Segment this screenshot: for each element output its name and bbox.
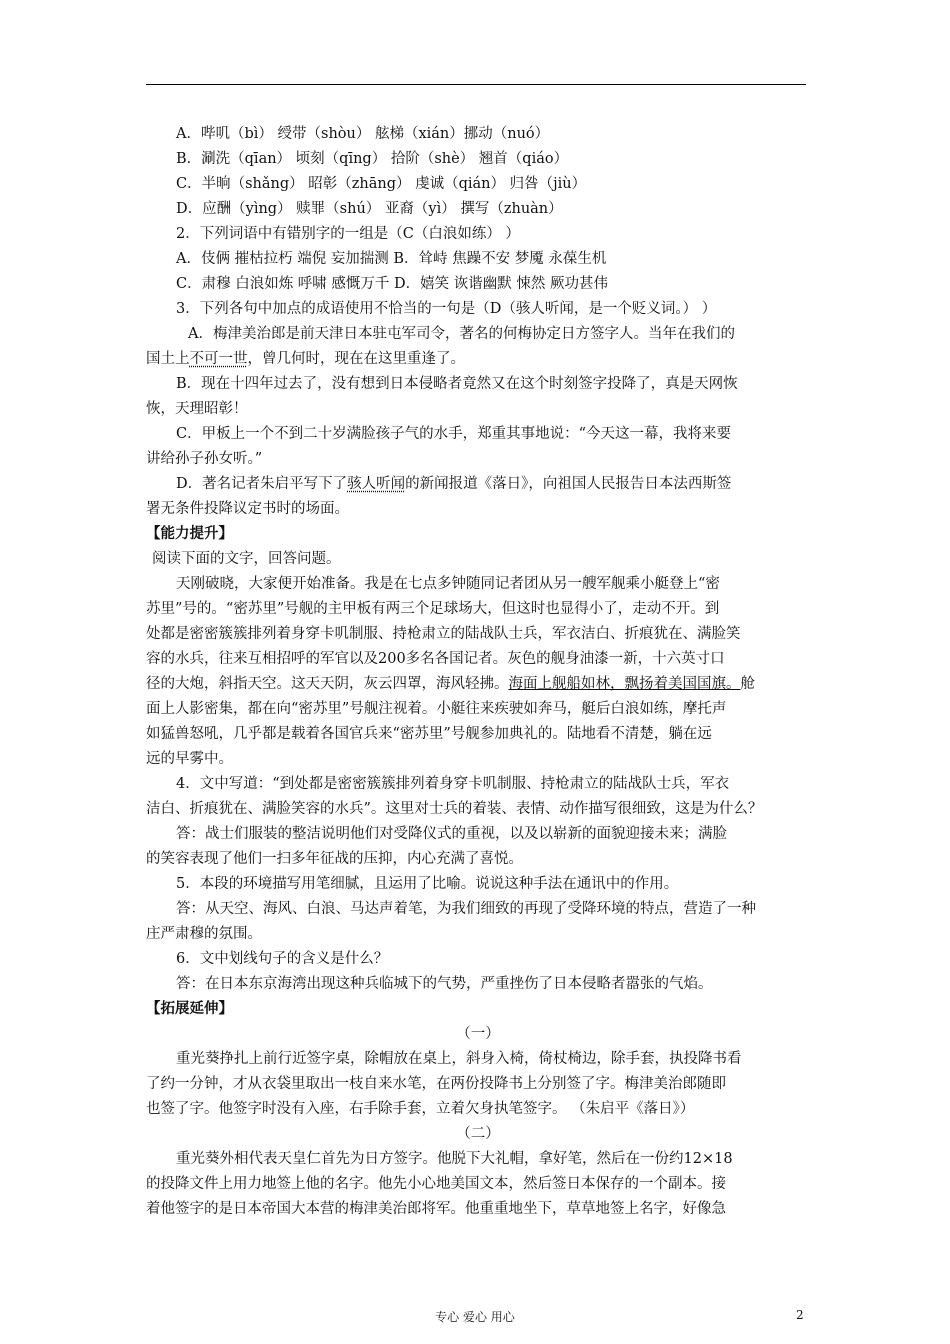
q5-answer-line-2: 庄严肃穆的氛围。: [146, 926, 262, 942]
q1-option-d: D．应酬（yìng） 赎罪（shú） 亚裔（yì） 撰写（zhuàn）: [176, 201, 563, 217]
q3-stem: 3．下列各句中加点的成语使用不恰当的一句是（D（骇人听闻，是一个贬义词。） ）: [176, 301, 717, 317]
q3-option-c-line-2: 讲给孙子孙女听。”: [146, 451, 263, 467]
q4-answer-line-1: 答：战士们服装的整洁说明他们对受降仪式的重视，以及以崭新的面貌迎接未来；满脸: [176, 826, 727, 842]
passage-line: 天刚破晓，大家便开始准备。我是在七点多钟随同记者团从另一艘军舰乘小艇登上“密: [176, 576, 720, 592]
q4-line-1: 4．文中写道：“到处都是密密簇簇排列着身穿卡叽制服、持枪肃立的陆战队士兵，军衣: [176, 776, 730, 792]
q5-question: 5．本段的环境描写用笔细腻，且运用了比喻。说说这种手法在通讯中的作用。: [176, 876, 679, 892]
q6-answer: 答：在日本东京海湾出现这种兵临城下的气势，严重挫伤了日本侵略者嚣张的气焰。: [176, 976, 713, 992]
q3-option-d-line-1: [176, 474, 840, 494]
extension-2-line: 着他签字的是日本帝国大本营的梅津美治郎将军。他重重地坐下，草草地签上名字，好像急: [146, 1201, 726, 1217]
reading-instruction: 阅读下面的文字，回答问题。: [152, 551, 341, 567]
text-segment: 径的大炮，斜指天空。这天天阴，灰云四罩，海风轻拂。: [146, 676, 509, 692]
passage-line: 处都是密密簇簇排列着身穿卡叽制服、持枪肃立的陆战队士兵，军衣洁白、折痕犹在、满脸笑: [146, 626, 741, 642]
passage-line: 苏里”号的。“密苏里”号舰的主甲板有两三个足球场大，但这时也显得小了，走动不开。到: [146, 601, 720, 617]
extension-1-heading: （一）: [456, 1026, 500, 1042]
q1-option-b: B．涮洗（qīan） 顷刻（qīng） 拾阶（shè） 翘首（qiáo）: [176, 151, 569, 167]
text-segment: 的新闻报道《落日》，向祖国人民报告日本法西斯签: [405, 476, 732, 492]
q4-line-2: 洁白、折痕犹在、满脸笑容的水兵”。这里对士兵的着装、表情、动作描写很细致，这是为什么？: [146, 801, 763, 817]
q2-row-2: C．肃穆 白浪如炼 呼啸 感慨万千 D．嬉笑 诙谐幽默 悚然 厥功甚伟: [176, 276, 608, 292]
q2-row-1: A．伎俩 摧枯拉朽 端倪 妄加揣测 B．耸峙 焦躁不安 梦魇 永葆生机: [176, 251, 607, 267]
q1-option-c: C．半晌（shǎng） 昭彰（zhāng） 虔诚（qián） 归咎（jiù）: [176, 176, 587, 192]
section-heading-extend: 【拓展延伸】: [146, 1000, 233, 1017]
q4-answer-line-2: 的笑容表现了他们一扫多年征战的压抑，内心充满了喜悦。: [146, 851, 523, 867]
q6-question: 6．文中划线句子的含义是什么？: [176, 951, 389, 967]
header-rule: [146, 84, 806, 85]
passage-line: 面上人影密集，都在向“密苏里”号舰注视着。小艇往来疾驶如奔马，艇后白浪如练，摩托声: [146, 701, 727, 717]
extension-2-line: 的投降文件上用力地签上他的名字。他先小心地美国文本，然后签日本保存的一个副本。接: [146, 1176, 726, 1192]
passage-line: [146, 674, 810, 694]
section-heading-ability: 【能力提升】: [146, 525, 233, 542]
text-segment: ，曾几何时，现在在这里重逢了。: [247, 351, 465, 367]
dotted-idiom: 骇人听闻: [347, 476, 406, 492]
text-segment: D．著名记者朱启平写下了: [176, 476, 348, 492]
q3-option-c-line-1: C．甲板上一个不到二十岁满脸孩子气的水手，郑重其事地说：“今天这一幕，我将来要: [176, 426, 732, 442]
text-segment: 国土上: [146, 351, 190, 367]
text-segment: 舱: [740, 676, 755, 692]
underlined-sentence: 海面上舰船如林，飘扬着美国国旗。: [508, 676, 741, 692]
dotted-idiom: 不可一世: [189, 351, 248, 367]
q2-stem: 2．下列词语中有错别字的一组是（C（白浪如练） ）: [176, 226, 520, 242]
passage-line: 远的早雾中。: [146, 751, 233, 767]
q3-option-b-line-2: 恢，天理昭彰！: [146, 401, 248, 417]
q3-option-d-line-2: 署无条件投降议定书时的场面。: [146, 501, 349, 517]
extension-1-line: 了约一分钟，才从衣袋里取出一枝自来水笔，在两份投降书上分别签了字。梅津美治郎随即: [146, 1076, 726, 1092]
extension-1-line: 重光葵挣扎上前行近签字桌，除帽放在桌上，斜身入椅，倚杖椅边，除手套，执投降书看: [176, 1051, 742, 1067]
passage-line: 如猛兽怒吼，几乎都是载着各国官兵来“密苏里”号舰参加典礼的。陆地看不清楚，躺在远: [146, 726, 712, 742]
q1-option-a: A．哔叽（bì） 绶带（shòu） 舷梯（xián）挪动（nuó）: [176, 126, 550, 142]
extension-2-line: 重光葵外相代表天皇仁首先为日方签字。他脱下大礼帽，拿好笔，然后在一份约12×18: [176, 1151, 733, 1167]
q3-option-b-line-1: B．现在十四年过去了，没有想到日本侵略者竟然又在这个时刻签字投降了，真是天网恢: [176, 376, 738, 392]
page-number: 2: [796, 1308, 804, 1322]
extension-1-line: 也签了字。他签字时没有入座，右手除手套，立着欠身执笔签字。 （朱启平《落日》）: [146, 1101, 695, 1117]
q3-option-a-line-1: A．梅津美治郎是前天津日本驻屯军司令，著名的何梅协定日方签字人。当年在我们的: [188, 326, 735, 342]
q5-answer-line-1: 答：从天空、海风、白浪、马达声着笔，为我们细致的再现了受降环境的特点，营造了一种: [176, 901, 756, 917]
page-footer: 专心 爱心 用心: [435, 1310, 515, 1324]
q3-option-a-line-2: [146, 349, 810, 369]
extension-2-heading: （二）: [456, 1126, 500, 1142]
passage-line: 容的水兵，往来互相招呼的军官以及200多名各国记者。灰色的舰身油漆一新，十六英寸口: [146, 651, 725, 667]
